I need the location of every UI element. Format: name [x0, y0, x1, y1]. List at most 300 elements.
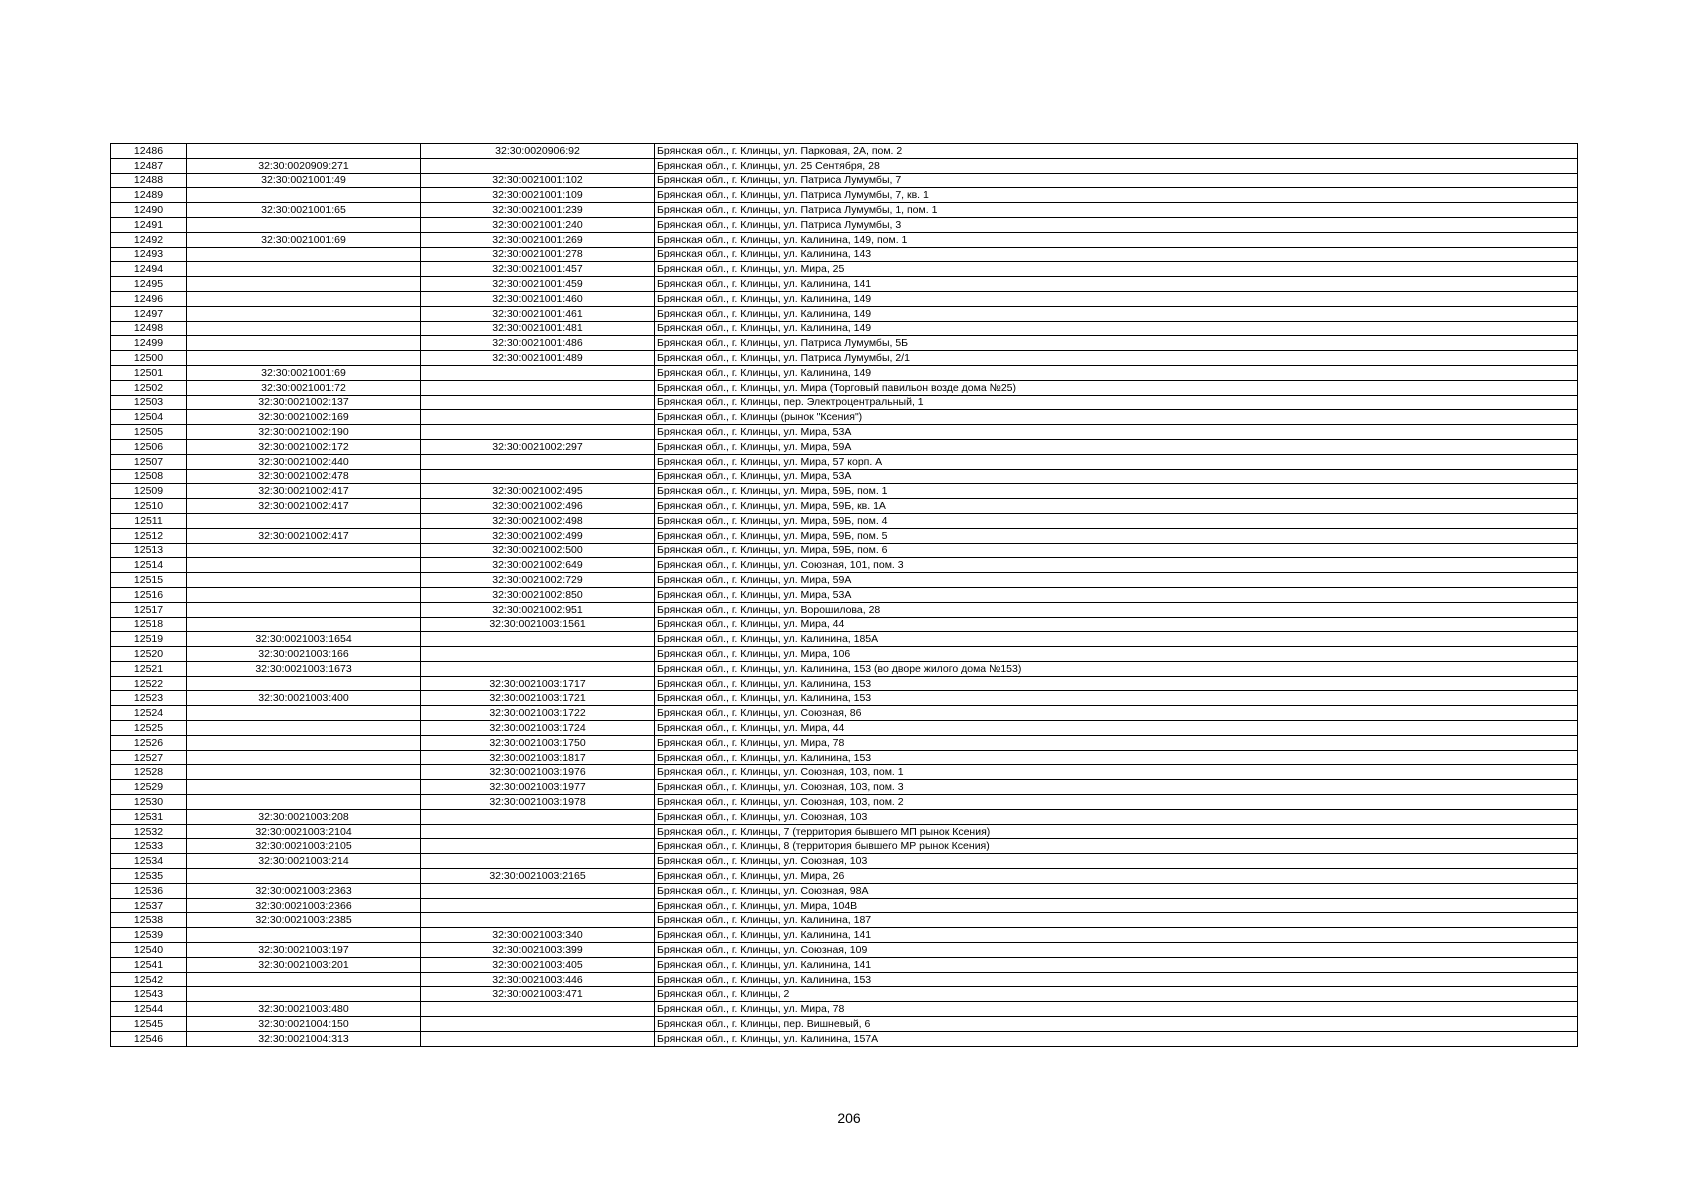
address-cell: Брянская обл., г. Клинцы, ул. Парковая, 2А, пом. 2	[655, 144, 1578, 159]
object-cadastral-number-cell	[421, 809, 655, 824]
table-row	[111, 469, 1578, 484]
address-cell: Брянская обл., г. Клинцы, ул. Калинина, 153	[655, 750, 1578, 765]
object-cadastral-number-cell: 32:30:0021003:340	[421, 928, 655, 943]
table-row	[111, 336, 1578, 351]
row-number-cell: 12539	[111, 928, 187, 943]
table-row	[111, 750, 1578, 765]
table-row	[111, 587, 1578, 602]
object-cadastral-number-cell: 32:30:0021001:240	[421, 217, 655, 232]
object-cadastral-number-cell: 32:30:0021001:278	[421, 247, 655, 262]
object-cadastral-number-cell: 32:30:0021001:460	[421, 291, 655, 306]
land-cadastral-number-cell: 32:30:0021003:2105	[187, 839, 421, 854]
land-cadastral-number-cell	[187, 291, 421, 306]
object-cadastral-number-cell	[421, 380, 655, 395]
address-cell: Брянская обл., г. Клинцы (рынок "Ксения")	[655, 410, 1578, 425]
object-cadastral-number-cell: 32:30:0021001:109	[421, 188, 655, 203]
table-row	[111, 188, 1578, 203]
land-cadastral-number-cell	[187, 587, 421, 602]
table-row	[111, 647, 1578, 662]
address-cell: Брянская обл., г. Клинцы, ул. Мира, 59А	[655, 573, 1578, 588]
address-cell: Брянская обл., г. Клинцы, ул. Союзная, 86	[655, 706, 1578, 721]
object-cadastral-number-cell: 32:30:0021001:481	[421, 321, 655, 336]
address-cell: Брянская обл., г. Клинцы, ул. Мира (Торговый павильон возде дома №25)	[655, 380, 1578, 395]
row-number-cell: 12504	[111, 410, 187, 425]
address-cell: Брянская обл., г. Клинцы, ул. Патриса Лумумбы, 5Б	[655, 336, 1578, 351]
address-cell: Брянская обл., г. Клинцы, ул. Калинина, 153	[655, 676, 1578, 691]
object-cadastral-number-cell: 32:30:0021001:269	[421, 232, 655, 247]
land-cadastral-number-cell: 32:30:0021003:1654	[187, 632, 421, 647]
land-cadastral-number-cell	[187, 780, 421, 795]
land-cadastral-number-cell: 32:30:0021002:478	[187, 469, 421, 484]
address-cell: Брянская обл., г. Клинцы, ул. Мира, 78	[655, 1002, 1578, 1017]
row-number-cell: 12534	[111, 854, 187, 869]
land-cadastral-number-cell	[187, 928, 421, 943]
address-cell: Брянская обл., г. Клинцы, ул. Калинина, 149	[655, 306, 1578, 321]
table-row	[111, 1017, 1578, 1032]
address-cell: Брянская обл., г. Клинцы, ул. Ворошилова, 28	[655, 602, 1578, 617]
table-row	[111, 691, 1578, 706]
row-number-cell: 12487	[111, 158, 187, 173]
land-cadastral-number-cell	[187, 735, 421, 750]
object-cadastral-number-cell: 32:30:0021003:1817	[421, 750, 655, 765]
row-number-cell: 12506	[111, 439, 187, 454]
address-cell: Брянская обл., г. Клинцы, ул. Калинина, 149, пом. 1	[655, 232, 1578, 247]
address-cell: Брянская обл., г. Клинцы, ул. Мира, 53А	[655, 587, 1578, 602]
address-cell: Брянская обл., г. Клинцы, ул. Мира, 44	[655, 617, 1578, 632]
row-number-cell: 12497	[111, 306, 187, 321]
address-cell: Брянская обл., г. Клинцы, ул. Калинина, 143	[655, 247, 1578, 262]
object-cadastral-number-cell	[421, 425, 655, 440]
table-row	[111, 1002, 1578, 1017]
row-number-cell: 12515	[111, 573, 187, 588]
object-cadastral-number-cell	[421, 158, 655, 173]
object-cadastral-number-cell: 32:30:0021002:496	[421, 499, 655, 514]
row-number-cell: 12532	[111, 824, 187, 839]
table-row	[111, 217, 1578, 232]
land-cadastral-number-cell	[187, 573, 421, 588]
land-cadastral-number-cell: 32:30:0021001:69	[187, 232, 421, 247]
row-number-cell: 12488	[111, 173, 187, 188]
address-cell: Брянская обл., г. Клинцы, ул. Калинина, 157А	[655, 1031, 1578, 1046]
row-number-cell: 12501	[111, 365, 187, 380]
land-cadastral-number-cell: 32:30:0021002:417	[187, 499, 421, 514]
table-row	[111, 661, 1578, 676]
row-number-cell: 12490	[111, 203, 187, 218]
row-number-cell: 12498	[111, 321, 187, 336]
table-row	[111, 454, 1578, 469]
object-cadastral-number-cell: 32:30:0021003:405	[421, 957, 655, 972]
object-cadastral-number-cell: 32:30:0021002:499	[421, 528, 655, 543]
address-cell: Брянская обл., г. Клинцы, ул. Калинина, 153 (во дворе жилого дома №153)	[655, 661, 1578, 676]
table-row	[111, 898, 1578, 913]
table-row	[111, 410, 1578, 425]
row-number-cell: 12500	[111, 351, 187, 366]
land-cadastral-number-cell: 32:30:0021003:400	[187, 691, 421, 706]
row-number-cell: 12542	[111, 972, 187, 987]
row-number-cell: 12512	[111, 528, 187, 543]
row-number-cell: 12510	[111, 499, 187, 514]
row-number-cell: 12535	[111, 869, 187, 884]
object-cadastral-number-cell: 32:30:0021003:2165	[421, 869, 655, 884]
address-cell: Брянская обл., г. Клинцы, ул. Мира, 44	[655, 721, 1578, 736]
row-number-cell: 12525	[111, 721, 187, 736]
page-number: 206	[837, 1110, 861, 1126]
object-cadastral-number-cell: 32:30:0021001:459	[421, 277, 655, 292]
land-cadastral-number-cell: 32:30:0021003:2366	[187, 898, 421, 913]
land-cadastral-number-cell: 32:30:0021002:440	[187, 454, 421, 469]
object-cadastral-number-cell: 32:30:0021003:1724	[421, 721, 655, 736]
land-cadastral-number-cell	[187, 144, 421, 159]
table-row	[111, 543, 1578, 558]
table-row	[111, 158, 1578, 173]
row-number-cell: 12544	[111, 1002, 187, 1017]
land-cadastral-number-cell	[187, 188, 421, 203]
address-cell: Брянская обл., г. Клинцы, ул. Патриса Лумумбы, 3	[655, 217, 1578, 232]
row-number-cell: 12533	[111, 839, 187, 854]
table-row	[111, 232, 1578, 247]
registry-table	[110, 143, 1578, 1047]
row-number-cell: 12518	[111, 617, 187, 632]
table-row	[111, 573, 1578, 588]
land-cadastral-number-cell	[187, 321, 421, 336]
land-cadastral-number-cell: 32:30:0021003:2104	[187, 824, 421, 839]
address-cell: Брянская обл., г. Клинцы, ул. Мира, 59Б, пом. 4	[655, 513, 1578, 528]
registry-table-body	[111, 144, 1578, 1047]
land-cadastral-number-cell	[187, 513, 421, 528]
address-cell: Брянская обл., г. Клинцы, пер. Вишневый, 6	[655, 1017, 1578, 1032]
table-row	[111, 247, 1578, 262]
table-row	[111, 484, 1578, 499]
land-cadastral-number-cell	[187, 602, 421, 617]
object-cadastral-number-cell: 32:30:0021003:471	[421, 987, 655, 1002]
land-cadastral-number-cell: 32:30:0021002:190	[187, 425, 421, 440]
address-cell: Брянская обл., г. Клинцы, ул. Калинина, 149	[655, 321, 1578, 336]
row-number-cell: 12502	[111, 380, 187, 395]
object-cadastral-number-cell: 32:30:0021001:461	[421, 306, 655, 321]
land-cadastral-number-cell: 32:30:0021002:172	[187, 439, 421, 454]
row-number-cell: 12507	[111, 454, 187, 469]
land-cadastral-number-cell: 32:30:0021003:214	[187, 854, 421, 869]
land-cadastral-number-cell	[187, 765, 421, 780]
row-number-cell: 12493	[111, 247, 187, 262]
object-cadastral-number-cell	[421, 1002, 655, 1017]
row-number-cell: 12496	[111, 291, 187, 306]
address-cell: Брянская обл., г. Клинцы, 2	[655, 987, 1578, 1002]
row-number-cell: 12531	[111, 809, 187, 824]
table-row	[111, 824, 1578, 839]
address-cell: Брянская обл., г. Клинцы, ул. Патриса Лумумбы, 2/1	[655, 351, 1578, 366]
row-number-cell: 12513	[111, 543, 187, 558]
object-cadastral-number-cell	[421, 647, 655, 662]
address-cell: Брянская обл., г. Клинцы, ул. Патриса Лумумбы, 7, кв. 1	[655, 188, 1578, 203]
land-cadastral-number-cell	[187, 795, 421, 810]
land-cadastral-number-cell: 32:30:0021003:2363	[187, 883, 421, 898]
table-row	[111, 735, 1578, 750]
land-cadastral-number-cell	[187, 617, 421, 632]
table-row	[111, 395, 1578, 410]
land-cadastral-number-cell: 32:30:0021004:313	[187, 1031, 421, 1046]
object-cadastral-number-cell	[421, 854, 655, 869]
address-cell: Брянская обл., г. Клинцы, ул. Мира, 106	[655, 647, 1578, 662]
row-number-cell: 12503	[111, 395, 187, 410]
row-number-cell: 12526	[111, 735, 187, 750]
table-row	[111, 262, 1578, 277]
object-cadastral-number-cell: 32:30:0021003:1722	[421, 706, 655, 721]
object-cadastral-number-cell: 32:30:0021003:1978	[421, 795, 655, 810]
land-cadastral-number-cell: 32:30:0021002:417	[187, 484, 421, 499]
address-cell: Брянская обл., г. Клинцы, ул. Калинина, 153	[655, 972, 1578, 987]
address-cell: Брянская обл., г. Клинцы, 7 (территория бывшего МП рынок Ксения)	[655, 824, 1578, 839]
table-row	[111, 425, 1578, 440]
row-number-cell: 12536	[111, 883, 187, 898]
table-row	[111, 854, 1578, 869]
table-row	[111, 972, 1578, 987]
address-cell: Брянская обл., г. Клинцы, ул. Патриса Лумумбы, 7	[655, 173, 1578, 188]
address-cell: Брянская обл., г. Клинцы, ул. Союзная, 109	[655, 943, 1578, 958]
address-cell: Брянская обл., г. Клинцы, ул. Калинина, 141	[655, 957, 1578, 972]
land-cadastral-number-cell: 32:30:0021002:417	[187, 528, 421, 543]
object-cadastral-number-cell: 32:30:0021003:1561	[421, 617, 655, 632]
table-row	[111, 676, 1578, 691]
land-cadastral-number-cell	[187, 351, 421, 366]
address-cell: Брянская обл., г. Клинцы, ул. 25 Сентября, 28	[655, 158, 1578, 173]
table-row	[111, 869, 1578, 884]
land-cadastral-number-cell	[187, 247, 421, 262]
row-number-cell: 12516	[111, 587, 187, 602]
row-number-cell: 12529	[111, 780, 187, 795]
table-row	[111, 765, 1578, 780]
table-row	[111, 780, 1578, 795]
object-cadastral-number-cell	[421, 632, 655, 647]
table-row	[111, 913, 1578, 928]
address-cell: Брянская обл., г. Клинцы, ул. Калинина, 149	[655, 365, 1578, 380]
object-cadastral-number-cell	[421, 824, 655, 839]
row-number-cell: 12486	[111, 144, 187, 159]
address-cell: Брянская обл., г. Клинцы, пер. Электроцентральный, 1	[655, 395, 1578, 410]
table-row	[111, 277, 1578, 292]
row-number-cell: 12524	[111, 706, 187, 721]
address-cell: Брянская обл., г. Клинцы, ул. Мира, 59Б, кв. 1А	[655, 499, 1578, 514]
address-cell: Брянская обл., г. Клинцы, ул. Калинина, 141	[655, 277, 1578, 292]
table-row	[111, 706, 1578, 721]
object-cadastral-number-cell: 32:30:0021002:951	[421, 602, 655, 617]
table-row	[111, 528, 1578, 543]
object-cadastral-number-cell	[421, 898, 655, 913]
registry-sheet	[110, 143, 1577, 1047]
table-row	[111, 365, 1578, 380]
land-cadastral-number-cell	[187, 987, 421, 1002]
address-cell: Брянская обл., г. Клинцы, ул. Мира, 59А	[655, 439, 1578, 454]
table-row	[111, 632, 1578, 647]
row-number-cell: 12538	[111, 913, 187, 928]
object-cadastral-number-cell: 32:30:0021001:102	[421, 173, 655, 188]
land-cadastral-number-cell	[187, 217, 421, 232]
table-row	[111, 380, 1578, 395]
table-row	[111, 203, 1578, 218]
land-cadastral-number-cell	[187, 558, 421, 573]
object-cadastral-number-cell	[421, 883, 655, 898]
table-row	[111, 173, 1578, 188]
address-cell: Брянская обл., г. Клинцы, ул. Патриса Лумумбы, 1, пом. 1	[655, 203, 1578, 218]
land-cadastral-number-cell	[187, 277, 421, 292]
land-cadastral-number-cell: 32:30:0021003:201	[187, 957, 421, 972]
land-cadastral-number-cell: 32:30:0021003:197	[187, 943, 421, 958]
object-cadastral-number-cell	[421, 1031, 655, 1046]
address-cell: Брянская обл., г. Клинцы, ул. Мира, 53А	[655, 469, 1578, 484]
object-cadastral-number-cell	[421, 839, 655, 854]
row-number-cell: 12499	[111, 336, 187, 351]
address-cell: Брянская обл., г. Клинцы, ул. Мира, 78	[655, 735, 1578, 750]
land-cadastral-number-cell	[187, 306, 421, 321]
row-number-cell: 12492	[111, 232, 187, 247]
table-row	[111, 144, 1578, 159]
table-row	[111, 943, 1578, 958]
address-cell: Брянская обл., г. Клинцы, ул. Союзная, 103, пом. 2	[655, 795, 1578, 810]
object-cadastral-number-cell	[421, 661, 655, 676]
object-cadastral-number-cell	[421, 410, 655, 425]
table-row	[111, 617, 1578, 632]
address-cell: Брянская обл., г. Клинцы, ул. Калинина, 187	[655, 913, 1578, 928]
land-cadastral-number-cell: 32:30:0020909:271	[187, 158, 421, 173]
row-number-cell: 12489	[111, 188, 187, 203]
land-cadastral-number-cell	[187, 869, 421, 884]
table-row	[111, 883, 1578, 898]
address-cell: Брянская обл., г. Клинцы, ул. Мира, 104В	[655, 898, 1578, 913]
land-cadastral-number-cell: 32:30:0021001:72	[187, 380, 421, 395]
row-number-cell: 12509	[111, 484, 187, 499]
object-cadastral-number-cell	[421, 1017, 655, 1032]
table-row	[111, 721, 1578, 736]
table-row	[111, 499, 1578, 514]
row-number-cell: 12530	[111, 795, 187, 810]
address-cell: Брянская обл., г. Клинцы, ул. Союзная, 103	[655, 809, 1578, 824]
table-row	[111, 602, 1578, 617]
table-row	[111, 351, 1578, 366]
object-cadastral-number-cell	[421, 913, 655, 928]
land-cadastral-number-cell: 32:30:0021001:69	[187, 365, 421, 380]
land-cadastral-number-cell: 32:30:0021003:1673	[187, 661, 421, 676]
row-number-cell: 12537	[111, 898, 187, 913]
row-number-cell: 12520	[111, 647, 187, 662]
table-row	[111, 306, 1578, 321]
row-number-cell: 12527	[111, 750, 187, 765]
object-cadastral-number-cell	[421, 365, 655, 380]
land-cadastral-number-cell	[187, 543, 421, 558]
object-cadastral-number-cell: 32:30:0021002:498	[421, 513, 655, 528]
row-number-cell: 12528	[111, 765, 187, 780]
table-row	[111, 928, 1578, 943]
table-row	[111, 321, 1578, 336]
object-cadastral-number-cell	[421, 395, 655, 410]
table-row	[111, 558, 1578, 573]
object-cadastral-number-cell: 32:30:0021003:446	[421, 972, 655, 987]
object-cadastral-number-cell: 32:30:0021003:1976	[421, 765, 655, 780]
row-number-cell: 12511	[111, 513, 187, 528]
table-row	[111, 291, 1578, 306]
land-cadastral-number-cell: 32:30:0021003:166	[187, 647, 421, 662]
row-number-cell: 12522	[111, 676, 187, 691]
object-cadastral-number-cell: 32:30:0021003:1717	[421, 676, 655, 691]
address-cell: Брянская обл., г. Клинцы, ул. Союзная, 101, пом. 3	[655, 558, 1578, 573]
address-cell: Брянская обл., г. Клинцы, ул. Калинина, 153	[655, 691, 1578, 706]
address-cell: Брянская обл., г. Клинцы, ул. Мира, 57 корп. А	[655, 454, 1578, 469]
address-cell: Брянская обл., г. Клинцы, ул. Мира, 59Б, пом. 1	[655, 484, 1578, 499]
address-cell: Брянская обл., г. Клинцы, ул. Мира, 59Б, пом. 6	[655, 543, 1578, 558]
table-row	[111, 987, 1578, 1002]
row-number-cell: 12517	[111, 602, 187, 617]
land-cadastral-number-cell	[187, 721, 421, 736]
table-row	[111, 439, 1578, 454]
address-cell: Брянская обл., г. Клинцы, ул. Союзная, 103, пом. 3	[655, 780, 1578, 795]
land-cadastral-number-cell: 32:30:0021001:65	[187, 203, 421, 218]
address-cell: Брянская обл., г. Клинцы, ул. Мира, 53А	[655, 425, 1578, 440]
object-cadastral-number-cell: 32:30:0021001:457	[421, 262, 655, 277]
table-row	[111, 839, 1578, 854]
object-cadastral-number-cell: 32:30:0021002:500	[421, 543, 655, 558]
object-cadastral-number-cell: 32:30:0021003:1977	[421, 780, 655, 795]
table-row	[111, 1031, 1578, 1046]
land-cadastral-number-cell	[187, 972, 421, 987]
object-cadastral-number-cell	[421, 469, 655, 484]
row-number-cell: 12543	[111, 987, 187, 1002]
row-number-cell: 12521	[111, 661, 187, 676]
object-cadastral-number-cell	[421, 454, 655, 469]
address-cell: Брянская обл., г. Клинцы, ул. Мира, 26	[655, 869, 1578, 884]
row-number-cell: 12494	[111, 262, 187, 277]
land-cadastral-number-cell: 32:30:0021001:49	[187, 173, 421, 188]
row-number-cell: 12540	[111, 943, 187, 958]
land-cadastral-number-cell	[187, 706, 421, 721]
land-cadastral-number-cell	[187, 750, 421, 765]
address-cell: Брянская обл., г. Клинцы, ул. Союзная, 98А	[655, 883, 1578, 898]
row-number-cell: 12505	[111, 425, 187, 440]
object-cadastral-number-cell: 32:30:0021002:729	[421, 573, 655, 588]
row-number-cell: 12523	[111, 691, 187, 706]
table-row	[111, 513, 1578, 528]
row-number-cell: 12519	[111, 632, 187, 647]
object-cadastral-number-cell: 32:30:0021002:297	[421, 439, 655, 454]
table-row	[111, 809, 1578, 824]
object-cadastral-number-cell: 32:30:0021002:649	[421, 558, 655, 573]
address-cell: Брянская обл., г. Клинцы, ул. Калинина, 149	[655, 291, 1578, 306]
land-cadastral-number-cell	[187, 676, 421, 691]
land-cadastral-number-cell: 32:30:0021002:137	[187, 395, 421, 410]
row-number-cell: 12508	[111, 469, 187, 484]
address-cell: Брянская обл., г. Клинцы, ул. Союзная, 103	[655, 854, 1578, 869]
row-number-cell: 12545	[111, 1017, 187, 1032]
object-cadastral-number-cell: 32:30:0021002:495	[421, 484, 655, 499]
land-cadastral-number-cell	[187, 336, 421, 351]
object-cadastral-number-cell: 32:30:0020906:92	[421, 144, 655, 159]
row-number-cell: 12546	[111, 1031, 187, 1046]
object-cadastral-number-cell: 32:30:0021003:1750	[421, 735, 655, 750]
object-cadastral-number-cell: 32:30:0021002:850	[421, 587, 655, 602]
address-cell: Брянская обл., г. Клинцы, 8 (территория бывшего МР рынок Ксения)	[655, 839, 1578, 854]
address-cell: Брянская обл., г. Клинцы, ул. Мира, 59Б, пом. 5	[655, 528, 1578, 543]
address-cell: Брянская обл., г. Клинцы, ул. Союзная, 103, пом. 1	[655, 765, 1578, 780]
table-row	[111, 957, 1578, 972]
row-number-cell: 12541	[111, 957, 187, 972]
table-row	[111, 795, 1578, 810]
object-cadastral-number-cell: 32:30:0021003:1721	[421, 691, 655, 706]
address-cell: Брянская обл., г. Клинцы, ул. Калинина, 141	[655, 928, 1578, 943]
land-cadastral-number-cell: 32:30:0021002:169	[187, 410, 421, 425]
land-cadastral-number-cell	[187, 262, 421, 277]
object-cadastral-number-cell: 32:30:0021001:239	[421, 203, 655, 218]
object-cadastral-number-cell: 32:30:0021001:489	[421, 351, 655, 366]
row-number-cell: 12495	[111, 277, 187, 292]
land-cadastral-number-cell: 32:30:0021003:2385	[187, 913, 421, 928]
